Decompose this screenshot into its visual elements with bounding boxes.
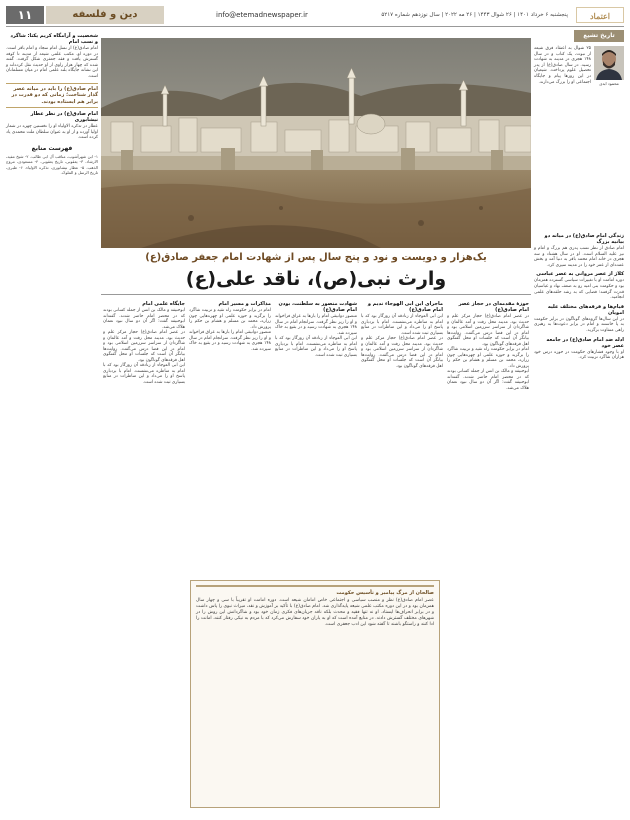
sources-heading: فهرست منابع <box>31 144 73 152</box>
section-name: دین و فلسفه <box>46 6 164 24</box>
column-intro: ۲۵ شوال به اعتقاد فرق شیعه از نبوت، یک کتاب و در سال ۱۴۸ هجری در مدینه به شهادت رسید. در سال صادق(ع) از پدر تحصیل علوم پرداخت. شیعیان در این روزها پیام و جایگاه اجتماعی او را بزرگ می‌دارند. <box>534 46 591 85</box>
author-name: محمود ابدی <box>599 81 619 86</box>
headline-kicker: یک‌هزار و دویست و نود و پنج سال پس از شهادت امام جعفر صادق(ع) <box>145 252 487 263</box>
section-text: او با وجود فشارهای حکومت در حوزه درس خود هزاران شاگرد تربیت کرد. <box>534 349 624 361</box>
pullquote: امام صادق(ع) را باید در میانه عصر گذار شناخت؛ زمانی که دو قدرت در برابر هم ایستاده بودند. <box>6 83 98 109</box>
article-text: امام در برابر حکومت راه تقیه و تربیت شاگرد را برگزید و حوزه علمی او چهره‌هایی چون زراره، محمد بن مسلم و هشام بن حکم را پرورش داد. <box>189 308 271 330</box>
section-heading: ادله ضد امام صادق(ع) در جامعه عصر خود <box>546 336 624 349</box>
section-text: در این سال‌ها گروه‌های گوناگون در برابر حکومت به پا خاستند و امام در برابر دعوت‌ها به رهبری راهی متفاوت برگزید. <box>534 316 624 333</box>
column-kicker: تاریخ تشیع <box>574 30 624 42</box>
masthead <box>6 6 624 24</box>
author-photo <box>594 46 624 80</box>
article-column-1 <box>447 298 529 808</box>
left-column <box>6 30 98 814</box>
inset-quote-box <box>190 580 440 808</box>
article-text: منصور دوانیقی امام را بارها به عراق فراخواند و او را زیر نظر گرفت. سرانجام امام در سال ۱۴۸ هجری به شهادت رسید و در بقیع به خاک سپرده شد. <box>275 314 357 336</box>
inset-text: عصر امام صادق(ع) نظر و منصب سیاسی و اجتماعی خاص امامان شیعه است. دوره امامت او تقریباً با سی و چهار سال همزمان بود و در این دوره مکتب علمی شیعه پایه‌گذاری شد. امام صادق(ع) با تأکید بر آموزش و نقد، میراث نبوی را پاس داشت و در برابر انحراف‌ها ایستاد. او نه تنها فقیه و محدث بلکه ناقد جریان‌های فکری زمان خود بود و شاگردانش این روش را در شهرهای مختلف گسترش دادند. در منابع آمده است که او به یاران خود سفارش می‌کرد که با مردم به نیکی رفتار کنند، امانت را ادا کنند و راستگو باشند تا گفته شود این ادب جعفری است. <box>196 598 434 627</box>
headline-divider <box>101 294 531 295</box>
article-text: در عصر امام صادق(ع) حجاز مرکز علم و حدیث بود. مدینه محل رفت و آمد عالمان و شاگردان از سراسر سرزمین اسلامی بود و امام در این فضا درس می‌گفت. روایت‌ها بیانگر آن است که جلسات او محل گفتگوی اهل فرقه‌های گوناگون بود. <box>103 330 185 363</box>
top-divider <box>6 26 624 27</box>
contact-email[interactable]: info@etemadnewspaper.ir <box>216 11 308 19</box>
left-column-text-2: عطار در تذکره الاولیاء او را نخستین چهره در شمار اولیا آورده و از او به عنوان سلطان ملت محمدی یاد کرده است. <box>6 124 98 141</box>
page-number: ۱۱ <box>6 6 44 24</box>
article-text: ابوحنیفه و مالک بن انس از جمله کسانی بودند که در محضر امام حاضر شدند. گفته‌اند ابوحنیفه گفت: اگر آن دو سال نبود نعمان هلاک می‌شد. <box>447 369 529 391</box>
hero-image <box>101 38 531 248</box>
article-subheading: حوزهٔ مقدمه‌ای در حجاز عصر امام صادق(ع) <box>458 301 529 313</box>
article-text: منصور دوانیقی امام را بارها به عراق فراخواند و او را زیر نظر گرفت. سرانجام امام در سال ۱۴۸ هجری به شهادت رسید و در بقیع به خاک سپرده شد. <box>189 330 271 352</box>
article-subheading: جایگاه علمی امام <box>142 301 185 307</box>
section-heading: زندگی امام صادق(ع) در میانه دو بیانیه بزرگ <box>544 233 624 245</box>
left-column-heading: شخصیت و آرامگاه کریم یکتا: شاگرد و نسب امام <box>10 33 98 45</box>
article-text: در عصر امام صادق(ع) حجاز مرکز علم و حدیث بود. مدینه محل رفت و آمد عالمان و شاگردان از سراسر سرزمین اسلامی بود و امام در این فضا درس می‌گفت. روایت‌ها بیانگر آن است که جلسات او محل گفتگوی اهل فرقه‌های گوناگون بود. <box>361 336 443 369</box>
article-text: ابوحنیفه و مالک بن انس از جمله کسانی بودند که در محضر امام حاضر شدند. گفته‌اند ابوحنیفه گفت: اگر آن دو سال نبود نعمان هلاک می‌شد. <box>103 308 185 330</box>
page-headline: وارث نبی(ص)، ناقد علی(ع) <box>185 268 447 290</box>
date-line: پنجشنبه ۶ خرداد ۱۴۰۱ | ۲۶ شوال ۱۴۴۳ | ۲۶ مه ۲۰۲۲ | سال نوزدهم شماره ۵۲۱۷ <box>381 12 568 18</box>
section-heading: قیام‌ها و فرقه‌های مختلف علیه امویان <box>547 303 624 316</box>
article-text: ابن ابی العوجاء از زنادقه آن روزگار بود که با امام به مناظره می‌نشست. امام با بردباری پاسخ او را می‌داد و این مناظرات در منابع بسیاری ثبت شده است. <box>103 363 185 385</box>
right-column <box>534 30 624 814</box>
newspaper-logo: اعتماد <box>576 7 624 23</box>
article-subheading: ماجرای این ابی الهوجاء ندیم و امام صادق(ع) <box>367 301 443 313</box>
section-heading: کلاژ از عصر مروانی به عصر عباسی <box>536 271 624 278</box>
article-column-3 <box>275 298 357 578</box>
inset-subheading: صالحان از مرگ پیامبر و تأسیس حکومت <box>336 590 434 596</box>
column-sections <box>534 230 624 361</box>
article-text: امام در برابر حکومت راه تقیه و تربیت شاگرد را برگزید و حوزه علمی او چهره‌هایی چون زراره، محمد بن مسلم و هشام بن حکم را پرورش داد. <box>447 347 529 369</box>
article-text: ابن ابی العوجاء از زنادقه آن روزگار بود که با امام به مناظره می‌نشست. امام با بردباری پاسخ او را می‌داد و این مناظرات در منابع بسیاری ثبت شده است. <box>361 314 443 336</box>
section-text: امام صادق از نظر نسب پدری هم بزرگ و امام و نیز علیه السلام است. او در سال هشتاد و سه هجری در خانه امام محمد باقر به دنیا آمد و بخش عمده‌ای از عمر خود را در مدینه سپری کرد. <box>534 246 624 268</box>
left-column-subheading: امام صادق(ع) در نظر عطار نیشابوری <box>30 111 98 124</box>
article-column-2 <box>361 298 443 578</box>
article-text: ابن ابی العوجاء از زنادقه آن روزگار بود که با امام به مناظره می‌نشست. امام با بردباری پاسخ او را می‌داد و این مناظرات در منابع بسیاری ثبت شده است. <box>275 336 357 358</box>
article-column-5 <box>103 298 185 808</box>
city-illustration <box>101 38 531 248</box>
inset-accent-bar <box>196 585 434 587</box>
article-text: در عصر امام صادق(ع) حجاز مرکز علم و حدیث بود. مدینه محل رفت و آمد عالمان و شاگردان از سراسر سرزمین اسلامی بود و امام در این فضا درس می‌گفت. روایت‌ها بیانگر آن است که جلسات او محل گفتگوی اهل فرقه‌های گوناگون بود. <box>447 314 529 347</box>
sources-list: ۱- ابن شهرآشوب، مناقب آل ابی طالب. ۲- شیخ مفید، الارشاد. ۳- یعقوبی، تاریخ یعقوبی. ۴- مسعودی، مروج الذهب. ۵- عطار نیشابوری، تذکره الاولیاء. ۶- طبری، تاریخ الرسل و الملوک. <box>6 153 98 176</box>
left-column-text: امام صادق(ع) از نسل امام سجاد و امام باقر است. در دوره او، مکتب علمی شیعه از مدینه تا کوفه گسترش یافت و فقه جعفری شکل گرفت. گفته شده که چهار هزار راوی از او حدیث نقل کرده‌اند و این نشانه جایگاه بلند علمی امام در میان مسلمانان است. <box>6 46 98 79</box>
article-subheading: مذاکرات و مسیر امام <box>218 301 271 307</box>
article-column-4 <box>189 298 271 578</box>
article-subheading: شهادت منصور به سلطنت، بودن امام صادق(ع) <box>278 301 357 313</box>
section-text: دوره امامت او با تغییرات سیاسی گسترده همزمان بود و حکومت بنی امیه رو به ضعف نهاد و عباسیان قدرت گرفتند؛ فضایی که به رشد حلقه‌های علمی انجامید. <box>534 278 624 301</box>
